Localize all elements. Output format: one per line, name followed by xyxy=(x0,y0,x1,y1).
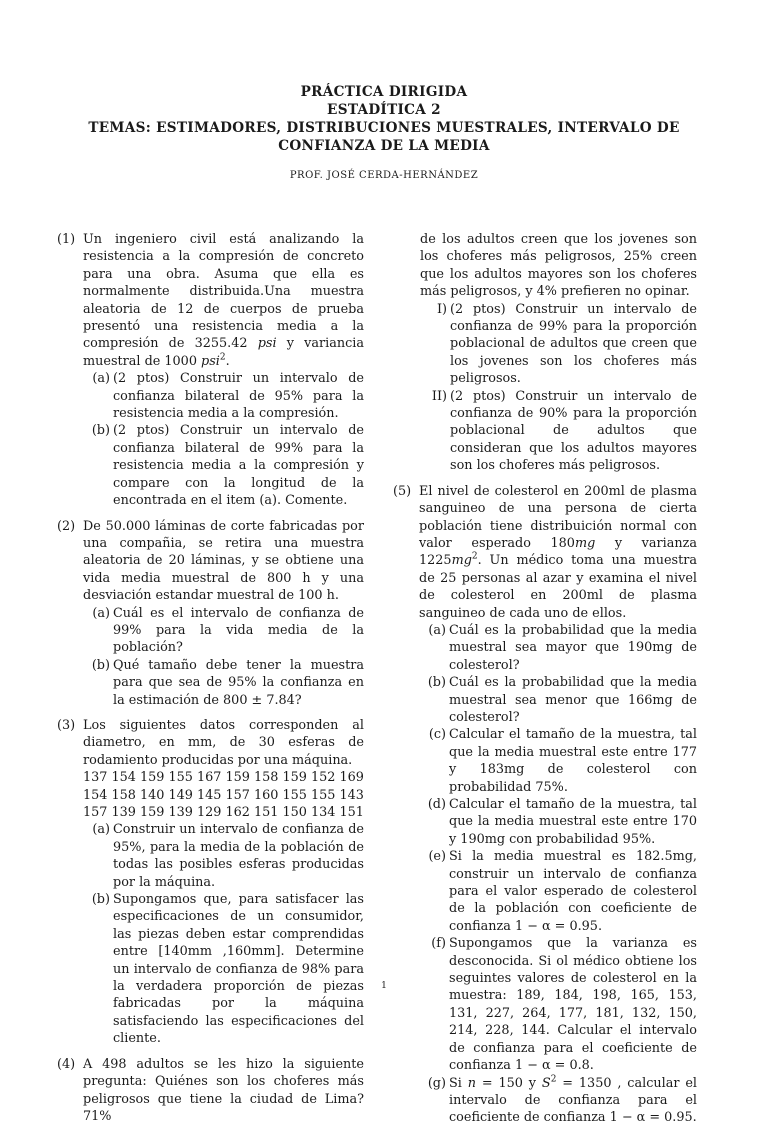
subitem-label: (d) xyxy=(427,797,446,812)
subitem-5g xyxy=(419,1075,697,1127)
subitem-label: (a) xyxy=(92,371,110,387)
title-line-4: CONFIANZA DE LA MEDIA xyxy=(278,138,490,154)
problem-4-continued-text: de los adultos creen que los jovenes son los choferes más peligrosos, 25% creen que los adultos mayores son los choferes más peligrosos, y 4% prefieren no opinar. xyxy=(420,232,697,300)
subitem-label: (g) xyxy=(427,1075,446,1091)
subitem-label: (a) xyxy=(92,605,110,621)
subitem-text: (2 ptos) Construir un intervalo de confianza bilateral de 95% para la resistencia media a la compresión. xyxy=(113,371,364,422)
title-line-3: TEMAS: ESTIMADORES, DISTRIBUCIONES MUESTRALES, INTERVALO DE xyxy=(88,120,680,136)
problem-number: (5) xyxy=(393,483,412,499)
left-column xyxy=(57,231,364,1133)
subitem-text: Cuál es la probabilidad que la media muestral sea mayor que 190mg de colesterol? xyxy=(449,622,697,673)
data-value: 157 xyxy=(83,805,108,820)
subitem-text: Supongamos que, para satisfacer las especificaciones de un consumidor, las piezas deben estar comprendidas entre [140mm ,160mm]. Determine un intervalo de confianza de 98% para la verdadera proporción de piezas fabricadas por la máquina satisfaciendo las especificaciones del cliente. xyxy=(113,892,364,1047)
document-header xyxy=(40,83,728,181)
data-value: 159 xyxy=(225,770,250,786)
subitem-2a xyxy=(83,605,364,657)
data-value: 155 xyxy=(282,787,307,803)
subitem-label: (a) xyxy=(428,622,446,638)
data-value: 154 xyxy=(83,787,108,803)
subitem-label: (b) xyxy=(91,423,110,439)
subitem-label: (a) xyxy=(92,822,110,838)
data-value: 159 xyxy=(140,770,165,786)
data-value: 158 xyxy=(111,787,136,803)
subitem-text: Si n = 150 y $S^2 = 1350$ , calcular el intervalo de confianza para el coeficiente de confianza 1 − α = 0.95. xyxy=(449,1074,697,1126)
title-line-2: ESTADÍTICA 2 xyxy=(327,102,441,118)
data-value: 159 xyxy=(282,770,307,786)
subitem-text: (2 ptos) Construir un intervalo de confianza de 90% para la proporción poblacional de adultos que consideran que los adultos mayores son los choferes más peligrosos. xyxy=(450,388,697,474)
data-value: 158 xyxy=(254,770,279,786)
problem-1 xyxy=(57,231,364,510)
data-value: 143 xyxy=(339,787,364,803)
subitem-label: (b) xyxy=(91,892,110,908)
data-value: 145 xyxy=(197,787,222,803)
subitem-text: Construir un intervalo de confianza de 95%, para la media de la población de todas las posibles esferas producidas por la máquina. xyxy=(113,822,364,890)
data-value: 155 xyxy=(311,787,336,803)
subitem-text: Qué tamaño debe tener la muestra para que sea de 95% la confianza en la estimación de 800 ± 7.84? xyxy=(113,657,364,708)
data-value: 149 xyxy=(168,787,193,803)
subitem-3a xyxy=(83,821,364,891)
subitem-text: Calcular el tamaño de la muestra, tal que la media muestral este entre 170 y 190mg con probabilidad 95%. xyxy=(449,797,697,847)
problem-number: (4) xyxy=(57,1056,76,1072)
problem-3-text: Los siguientes datos corresponden al diametro, en mm, de 30 esferas de rodamiento producidas por una máquina. xyxy=(83,717,364,768)
data-value: 150 xyxy=(282,805,307,820)
problem-2-text: De 50.000 láminas de corte fabricadas por una compañia, se retira una muestra aleatoria de 20 láminas, y se obtiene una vida media muestral de 800 h y una desviación estandar muestral de 100 h. xyxy=(83,518,364,604)
subitem-label: (b) xyxy=(91,657,110,673)
data-value: 151 xyxy=(339,805,364,820)
data-value: 137 xyxy=(83,770,108,786)
data-row xyxy=(83,804,364,821)
subitem-label: (e) xyxy=(428,849,446,865)
problem-1-text: Un ingeniero civil está analizando la resistencia a la compresión de concreto para una obra. Asuma que ella es normalmente distribuida.Una muestra aleatoria de 12 de cuerpos de prueba presentó una resistencia media a la compresión de 3255.42 psi y variancia muestral de 1000 psi$^2$. xyxy=(83,232,364,369)
data-value: 169 xyxy=(339,770,364,786)
problem-number: (2) xyxy=(57,518,76,534)
subitem-text: Calcular el tamaño de la muestra, tal que la media muestral este entre 177 y 183mg de colesterol con probabilidad 75%. xyxy=(449,727,697,795)
subitem-4-ii xyxy=(420,388,697,475)
data-value: 140 xyxy=(140,787,165,803)
data-value: 129 xyxy=(197,805,222,820)
data-value: 167 xyxy=(197,770,222,786)
subitem-label: I) xyxy=(436,301,447,317)
subitem-text: (2 ptos) Construir un intervalo de confianza bilateral de 99% para la resistencia media a la compresión y compare con la longitud de la encontrada en el item (a). Comente. xyxy=(113,423,364,509)
subitem-5f xyxy=(419,935,697,1074)
subitem-5a xyxy=(419,622,697,674)
data-value: 139 xyxy=(168,805,193,820)
subitem-label: (c) xyxy=(428,727,446,743)
subitem-text: Cuál es el intervalo de confianza de 99% para la vida media de la población? xyxy=(113,605,364,656)
subitem-1b xyxy=(83,422,364,509)
problem-5-text: El nivel de colesterol en 200ml de plasma sanguineo de una persona de cierta población tiene distribuición normal con valor esperado 180mg y varianza $1225mg^2$. Un médico toma una muestra de 25 personas al azar y examina el nivel de colesterol en 200ml de plasma sanguineo de cada uno de ellos. xyxy=(419,483,697,621)
subitem-label: II) xyxy=(431,388,447,404)
subitem-2b xyxy=(83,657,364,709)
problem-2 xyxy=(57,518,364,709)
problem-number: (1) xyxy=(57,232,76,247)
data-value: 157 xyxy=(225,787,250,803)
data-row xyxy=(83,769,364,786)
subitem-text: Supongamos que la varianza es desconocida. Si ol médico obtiene los seguintes valores de colesterol en la muestra: 189, 184, 198, 165, 153, 131, 227, 264, 177, 181, 132, 150, 214, 228, 144. Calcular el intervalo de confianza para el coeficiente de confianza 1 − α = 0.8. xyxy=(449,936,697,1074)
data-value: 139 xyxy=(111,805,136,820)
problem-4 xyxy=(57,1056,364,1126)
problem-3 xyxy=(57,717,364,1048)
subitem-text: Si la media muestral es 182.5mg, construir un intervalo de confianza para el valor esperado de colesterol de la población con coeficiente de confianza 1 − α = 0.95. xyxy=(449,849,697,934)
data-value: 154 xyxy=(111,770,136,786)
data-value: 162 xyxy=(225,805,250,820)
data-value: 155 xyxy=(168,770,193,786)
subitem-5b xyxy=(419,674,697,726)
data-value: 151 xyxy=(254,805,279,820)
subitem-5d xyxy=(419,796,697,848)
subitem-4-i xyxy=(420,301,697,388)
subitem-5e xyxy=(419,848,697,935)
subitem-5c xyxy=(419,726,697,796)
problem-5 xyxy=(393,483,697,1127)
data-table xyxy=(83,769,364,821)
subitem-text: Cuál es la probabilidad que la media muestral sea menor que 166mg de colesterol? xyxy=(449,675,697,725)
page-number: 1 xyxy=(381,981,387,991)
data-value: 134 xyxy=(311,805,336,820)
subitem-label: (f) xyxy=(431,936,446,952)
subitem-1a xyxy=(83,370,364,422)
right-column xyxy=(393,231,697,1133)
subitem-3b xyxy=(83,891,364,1048)
data-row xyxy=(83,787,364,804)
data-value: 159 xyxy=(140,805,165,820)
problem-4-text: A 498 adultos se les hizo la siguiente pregunta: Quiénes son los choferes más peligrosos que tiene la ciudad de Lima? 71% xyxy=(83,1056,364,1124)
data-value: 152 xyxy=(311,770,336,786)
data-value: 160 xyxy=(254,787,279,803)
subitem-text: (2 ptos) Construir un intervalo de confianza de 99% para la proporción poblacional de adultos que creen que los jovenes son los choferes más peligrosos. xyxy=(450,301,697,387)
problem-4-continued xyxy=(393,231,697,475)
problem-number: (3) xyxy=(57,717,76,733)
subitem-label: (b) xyxy=(427,675,446,691)
title-line-1: PRÁCTICA DIRIGIDA xyxy=(300,84,468,100)
author-line: PROF. JOSÉ CERDA-HERNÁNDEZ xyxy=(289,170,479,181)
